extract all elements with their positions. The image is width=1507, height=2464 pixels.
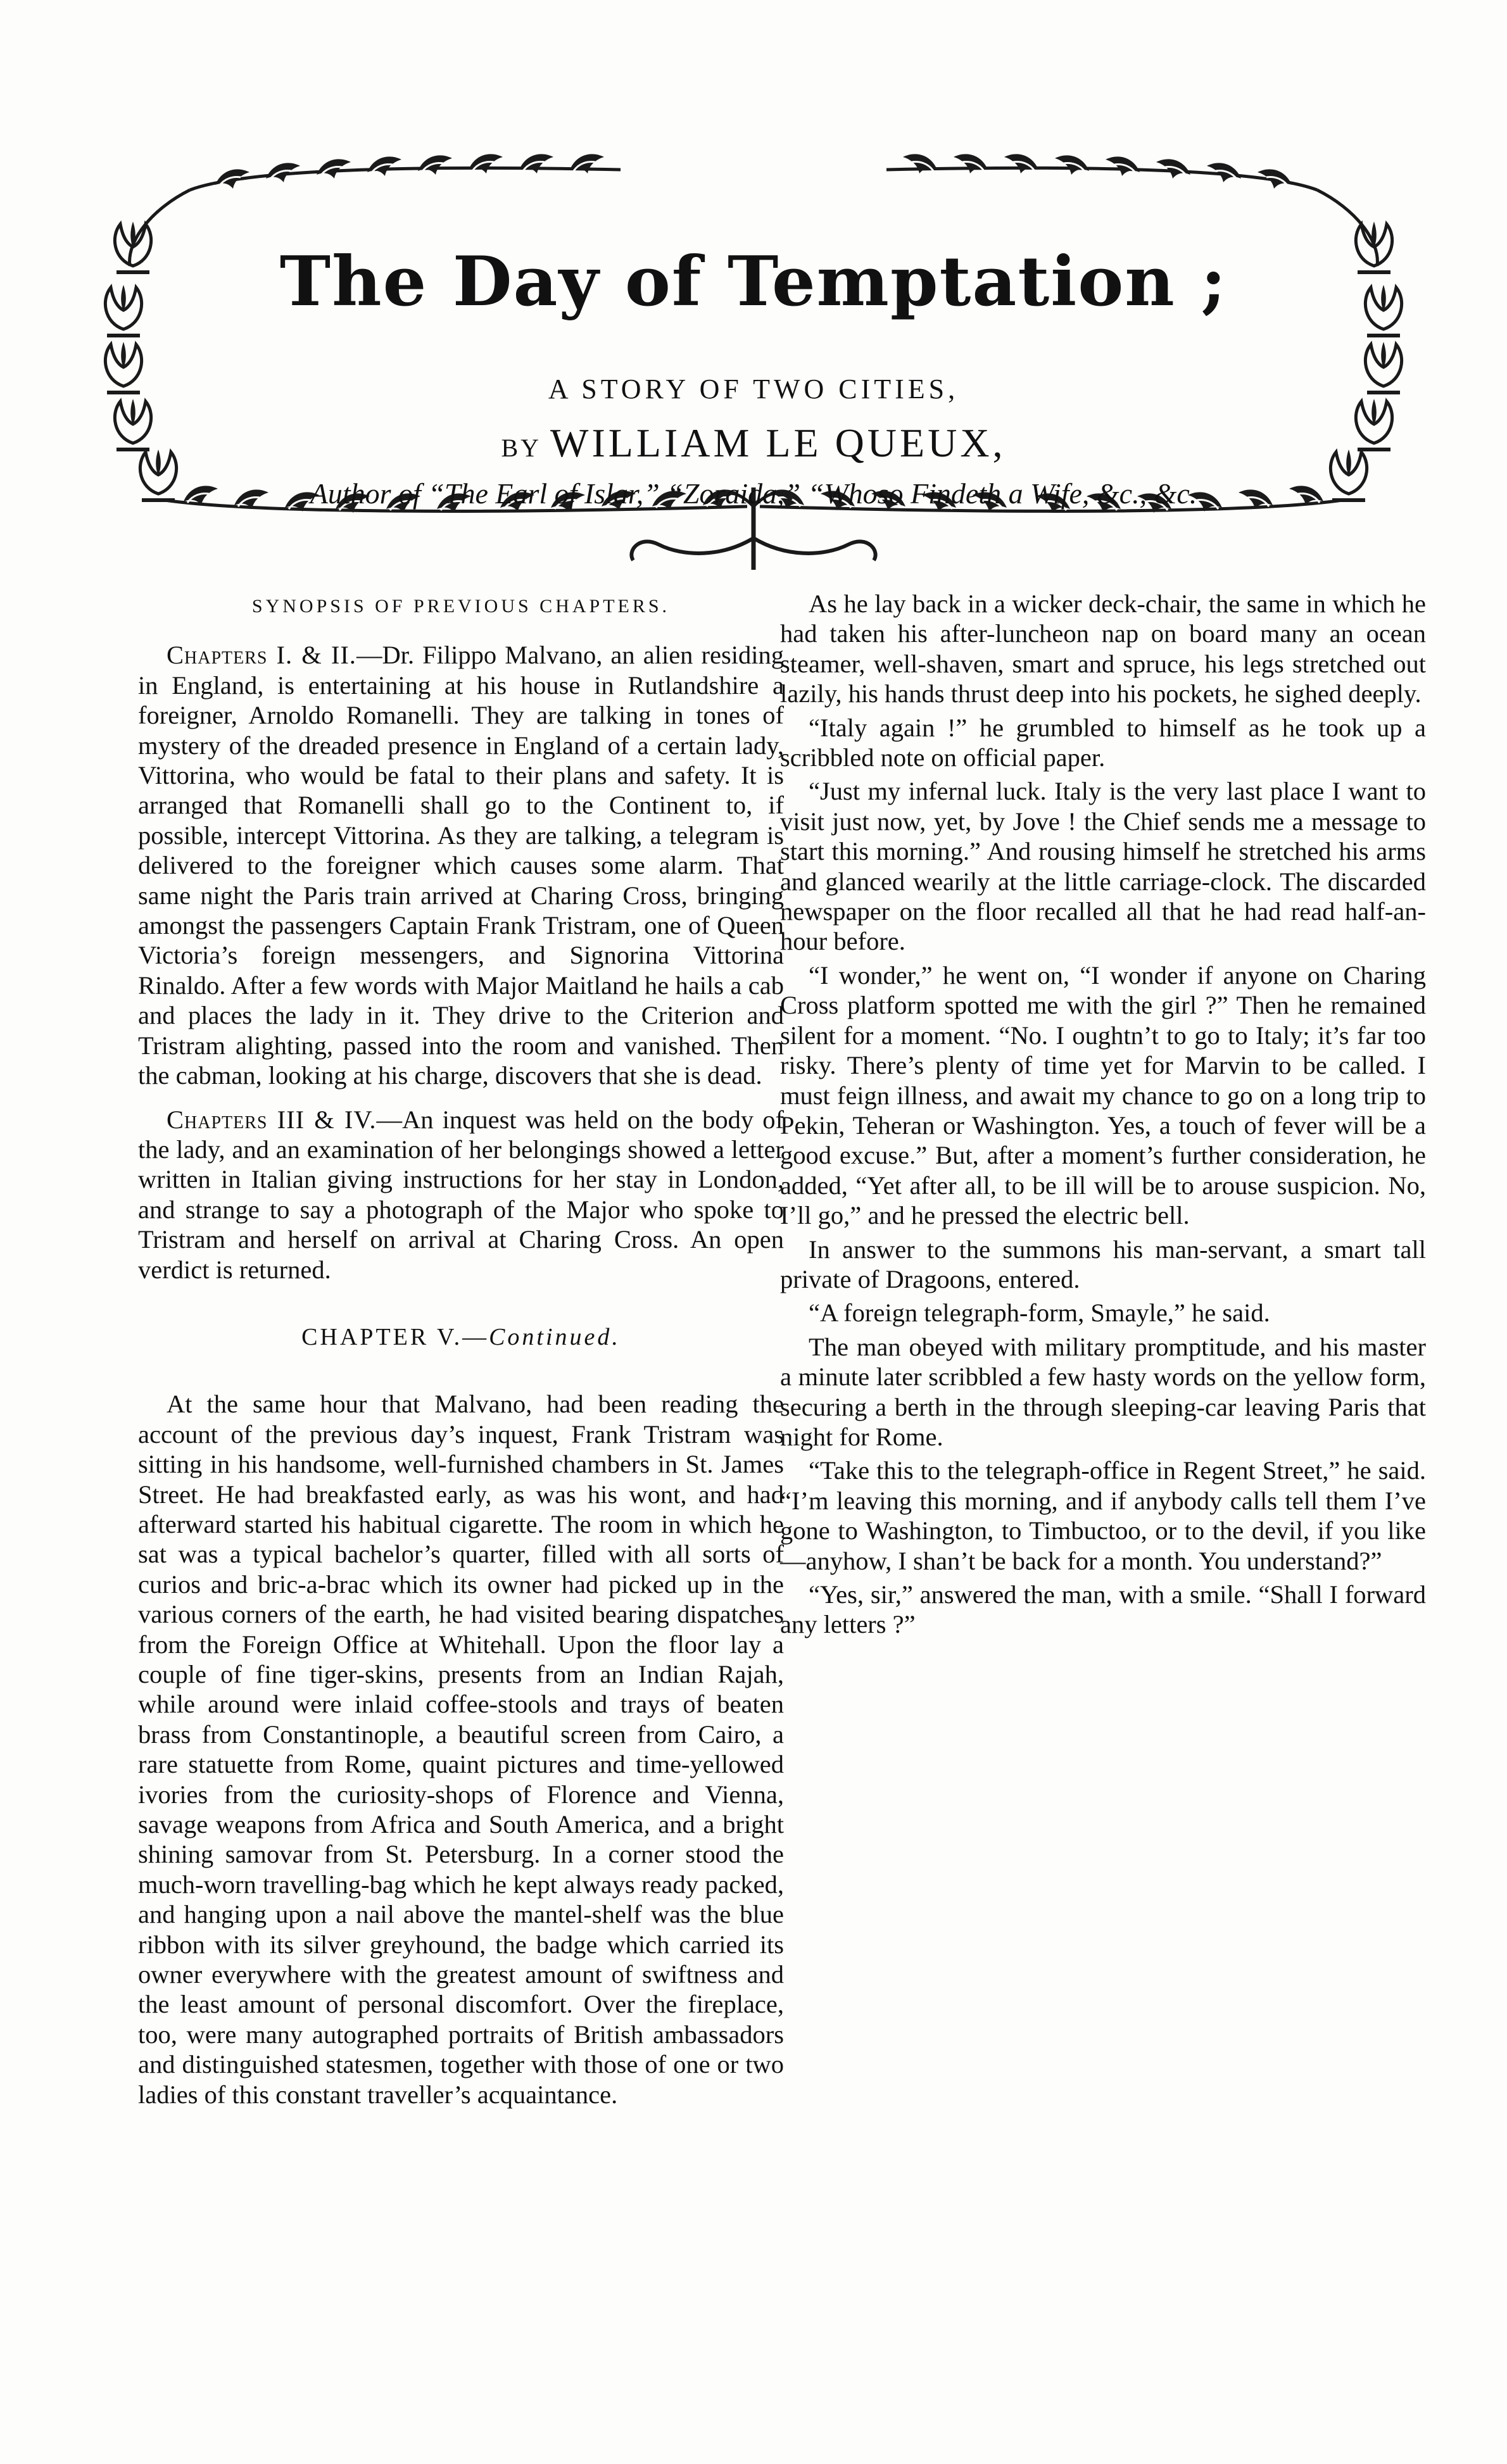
left-column	[138, 589, 784, 2113]
story-title: The Day of Temptation ;	[279, 242, 1228, 322]
story-paragraph: The man obeyed with military promptitude, and his master a minute later scribbled a few hasty words on the yellow form, securing a berth in the through sleeping-car leaving Paris that night for Rome.	[780, 1332, 1426, 1451]
synopsis-paragraph-2	[138, 1105, 784, 1285]
synopsis-chapter-label-1: Chapters I. & II.	[167, 641, 356, 670]
chapter-heading-number: CHAPTER V.—	[301, 1323, 489, 1350]
author-works-prefix: Author of	[310, 477, 421, 510]
story-paragraph: “A foreign telegraph-form, Smayle,” he said.	[809, 1298, 1270, 1328]
chapter-heading	[138, 1323, 784, 1352]
right-column	[780, 589, 1426, 1644]
chapter-heading-continued: Continued.	[489, 1323, 621, 1350]
byline-by: BY	[501, 434, 542, 462]
synopsis-heading: SYNOPSIS OF PREVIOUS CHAPTERS.	[251, 596, 671, 617]
synopsis-text-1: —Dr. Filippo Malvano, an alien residing in England, is entertaining at his house in Rutlandshire a foreigner, Arnoldo Romanelli. They are talking in tones of mystery of the dreaded presence in England of a certain lady, Vittorina, who would be fatal to their plans and safety. It is arranged that Romanelli shall go to the Continent to, if possible, intercept Vittorina. As they are talking, a telegram is delivered to the foreigner which causes some alarm. That same night the Paris train arrived at Charing Cross, bringing amongst the passengers Captain Frank Tristram, one of Queen Victoria’s foreign messengers, and Signorina Vittorina Rinaldo. After a few words with Major Maitland he hails a cab and places the lady in it. They drive to the Criterion and Tristram alighting, passed into the room and vanished. Then the cabman, looking at his charge, discovers that she is dead.	[138, 641, 784, 1090]
story-paragraph: “I wonder,” he went on, “I wonder if anyone on Charing Cross platform spotted me with the girl ?” Then he remained silent for a moment. “No. I oughtn’t to go to Italy; it’s far too risky. There’s plenty of time yet for Marvin to be called. I must feign illness, and await my chance to go on a long trip to Pekin, Teheran or Washington. Yes, a touch of fever will be a good excuse.” But, after a moment’s further consideration, he added, “Yet after all, to be ill will be to arouse suspicion. No, I’ll go,” and he pressed the electric bell.	[780, 960, 1426, 1230]
story-subtitle: A STORY OF TWO CITIES,	[548, 374, 959, 405]
story-paragraph: “Yes, sir,” answered the man, with a smile. “Shall I forward any letters ?”	[780, 1580, 1426, 1639]
synopsis-text-2: —An inquest was held on the body of the lady, and an examination of her belongings showed a letter written in Italian giving instructions for her stay in London, and strange to say a photograph of the Major who spoke to Tristram and herself on arrival at Charing Cross. An open verdict is returned.	[138, 1105, 784, 1284]
top-right-scroll	[886, 154, 1317, 190]
synopsis-chapter-label-2: Chapters III & IV.	[167, 1105, 377, 1134]
top-left-scroll	[190, 154, 621, 190]
author-name: WILLIAM LE QUEUX,	[550, 420, 1006, 465]
story-paragraph: “Italy again !” he grumbled to himself as he took up a scribbled note on official paper.	[780, 713, 1426, 772]
story-paragraph: “Just my infernal luck. Italy is the very last place I want to visit just now, yet, by Jove ! the Chief sends me a message to start this morning.” And rousing himself he stretched his arms and glanced wearily at the little carriage-clock. The discarded newspaper on the floor recalled all that he had read half-an-hour before.	[780, 777, 1426, 956]
synopsis-paragraph-1	[138, 640, 784, 1090]
story-paragraph: At the same hour that Malvano, had been reading the account of the previous day’s inquest, Frank Tristram was sitting in his handsome, well-furnished chambers in St. James Street. He had breakfasted early, as was his wont, and had afterward started his habitual cigarette. The room in which he sat was a typical bachelor’s quarter, filled with all sorts of curios and bric-a-brac which its owner had picked up in the various corners of the earth, he had visited bearing dispatches from the Foreign Office at Whitehall. Upon the floor lay a couple of fine tiger-skins, presents from an Indian Rajah, while around were inlaid coffee-stools and trays of beaten brass from Constantinople, a beautiful screen from Cairo, a rare statuette from Rome, quaint pictures and time-yellowed ivories from the curiosity-shops of Florence and Vienna, savage weapons from Africa and South America, and a bright shining samovar from St. Petersburg. In a corner stood the much-worn travelling-bag which he kept always ready packed, and hanging upon a nail above the mantel-shelf was the blue ribbon with its silver greyhound, the badge which carried its owner everywhere with the greatest amount of swiftness and the least amount of personal discomfort. Over the fireplace, too, were many autographed portraits of British ambassadors and distinguished statesmen, together with those of one or two ladies of this constant traveller’s acquaintance.	[138, 1390, 784, 2109]
byline	[0, 418, 1507, 474]
author-works-line	[0, 475, 1507, 513]
story-paragraph: As he lay back in a wicker deck-chair, the same in which he had taken his after-luncheon nap on board many an ocean steamer, well-shaven, smart and spruce, his legs stretched out lazily, his hands thrust deep into his pockets, he sighed deeply.	[780, 589, 1426, 708]
author-works-list: “The Earl of Islar,” “Zoraida,” “Whoso Findeth a Wife, &c., &c.	[428, 477, 1197, 510]
story-paragraph: “Take this to the telegraph-office in Regent Street,” he said. “I’m leaving this morning, and if anybody calls tell them I’ve gone to Washington, to Timbuctoo, or to the devil, if you like—anyhow, I shan’t be back for a month. You understand?”	[780, 1456, 1426, 1575]
story-paragraph: In answer to the summons his man-servant, a smart tall private of Dragoons, entered.	[780, 1235, 1426, 1293]
